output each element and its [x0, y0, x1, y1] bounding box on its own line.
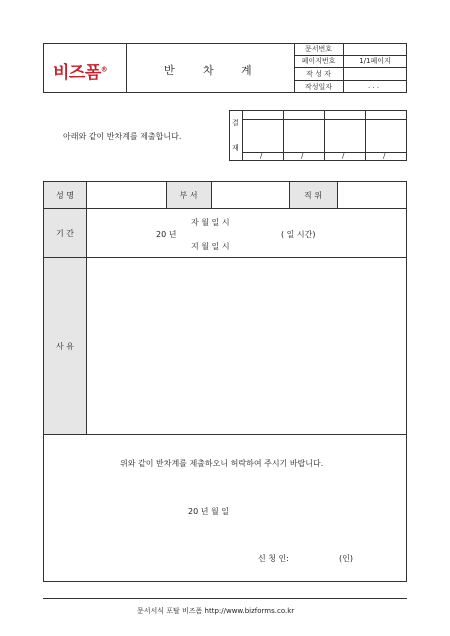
approval-box [229, 110, 407, 161]
dept-input[interactable] [212, 182, 288, 208]
position-label: 직 위 [304, 190, 322, 200]
reason-input[interactable] [87, 258, 406, 434]
period-to-line[interactable]: 지 월 일 시 [191, 242, 230, 251]
meta-value-date[interactable]: . . . [368, 82, 380, 90]
footer-text: 문서서식 포탈 비즈폼 http://www.bizforms.co.kr [137, 607, 295, 615]
header-divider-1 [126, 43, 127, 93]
period-from-line[interactable]: 자 월 일 시 [191, 218, 230, 227]
row-line-3 [43, 434, 407, 435]
approval-side-divider [242, 110, 243, 161]
doc-title-char-1: 반 [164, 64, 175, 77]
meta-value-page-number: 1/1페이지 [359, 57, 391, 65]
doc-title-char-3: 계 [241, 64, 252, 77]
applicant-label: 신 청 인: [258, 554, 289, 563]
period-label: 기 간 [56, 228, 74, 238]
registered-mark: ® [100, 65, 108, 74]
meta-label-author: 작 성 자 [306, 69, 331, 78]
approval-col-divider-1 [283, 110, 284, 161]
doc-title-char-2: 차 [203, 64, 214, 77]
approval-col-divider-2 [324, 110, 325, 161]
approval-date-slash-1[interactable]: / [260, 152, 263, 160]
meta-value-doc-number[interactable] [343, 43, 407, 55]
meta-label-doc-number: 문서번호 [304, 45, 333, 53]
intro-text: 아래와 같이 반차계를 제출합니다. [63, 132, 182, 141]
name-label: 성 명 [56, 190, 74, 200]
approval-label-gyeol: 결 [232, 119, 239, 127]
approval-label-jae: 재 [232, 144, 239, 152]
name-input[interactable] [87, 182, 165, 208]
applicant-name-input[interactable] [300, 550, 336, 563]
period-year[interactable]: 20 년 [156, 230, 177, 239]
footer-rule [43, 598, 407, 599]
meta-value-author[interactable] [343, 67, 407, 80]
reason-label: 사 유 [56, 341, 74, 351]
approval-date-slash-3[interactable]: / [342, 152, 345, 160]
approval-date-slash-2[interactable]: / [301, 152, 304, 160]
company-logo [53, 58, 107, 83]
request-date[interactable]: 20 년 월 일 [188, 507, 229, 516]
approval-date-slash-4[interactable]: / [383, 152, 386, 160]
meta-label-page-number: 페이지번호 [301, 57, 336, 65]
request-text: 위와 같이 반차계를 제출하오니 허락하여 주시기 바랍니다. [120, 459, 324, 468]
logo-text: 비즈폼 [53, 63, 101, 83]
seal-mark: (인) [339, 554, 353, 563]
meta-label-date: 작성일자 [304, 82, 333, 91]
position-input[interactable] [338, 182, 406, 208]
period-days[interactable]: ( 일 시간) [281, 230, 316, 239]
dept-label: 부 서 [179, 190, 198, 200]
approval-title-line [242, 119, 407, 120]
row-line-1 [43, 208, 407, 209]
approval-col-divider-3 [365, 110, 366, 161]
